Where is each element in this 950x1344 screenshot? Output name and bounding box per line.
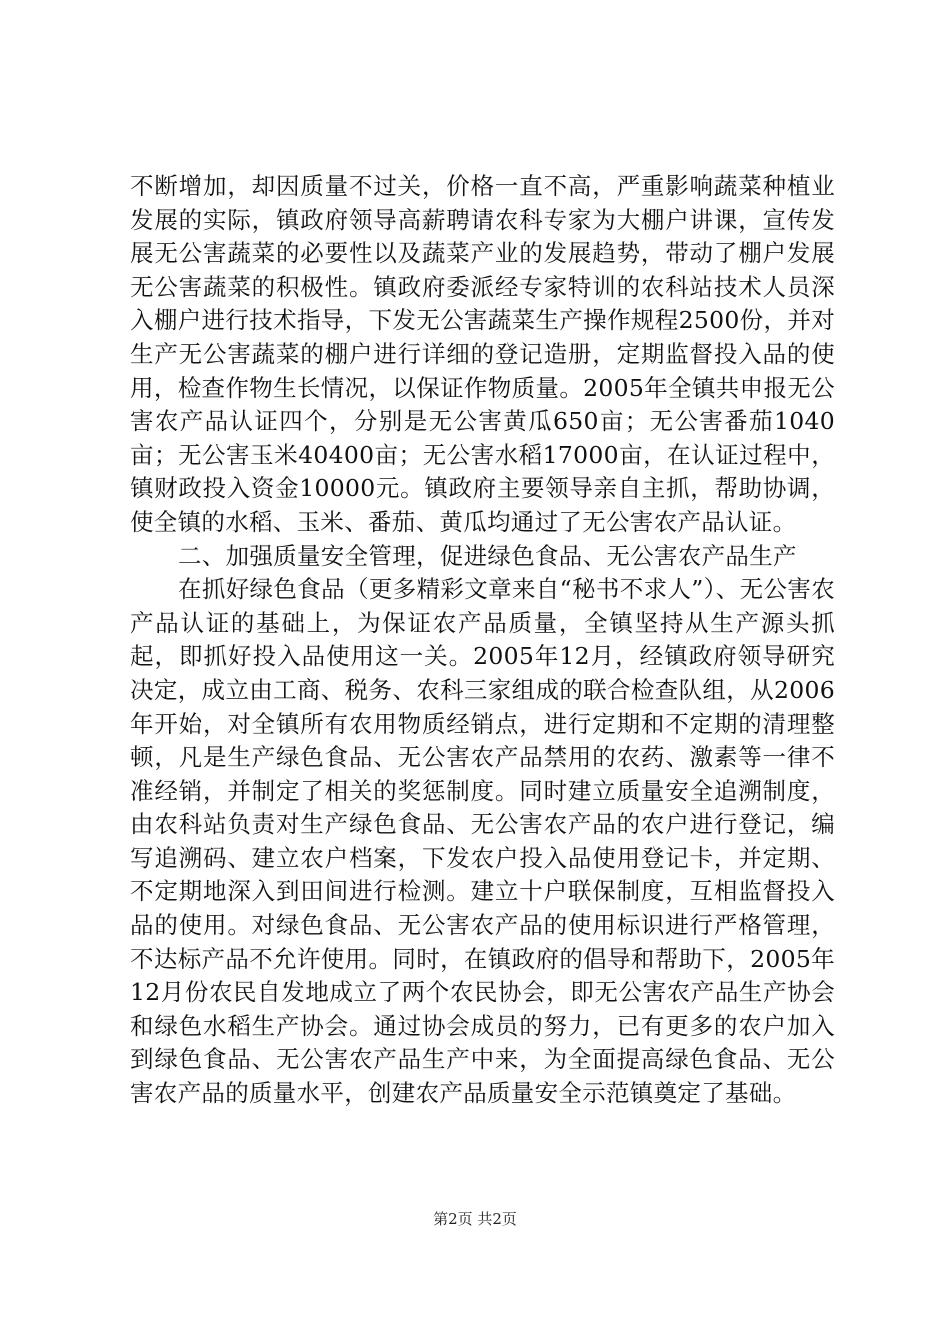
document-body <box>130 170 835 1111</box>
body-paragraph: 不断增加，却因质量不过关，价格一直不高，严重影响蔬菜种植业发展的实际，镇政府领导高薪聘请农科专家为大棚户讲课，宣传发展无公害蔬菜的必要性以及蔬菜产业的发展趋势，带动了棚户发展无公害蔬菜的积极性。镇政府委派经专家特训的农科站技术人员深入棚户进行技术指导，下发无公害蔬菜生产操作规程2500份，并对生产无公害蔬菜的棚户进行详细的登记造册，定期监督投入品的使用，检查作物生长情况，以保证作物质量。2005年全镇共申报无公害农产品认证四个，分别是无公害黄瓜650亩；无公害番茄1040亩；无公害玉米40400亩；无公害水稻17000亩，在认证过程中，镇财政投入资金10000元。镇政府主要领导亲自主抓，帮助协调，使全镇的水稻、玉米、番茄、黄瓜均通过了无公害农产品认证。 <box>130 172 835 536</box>
section-heading: 二、加强质量安全管理，促进绿色食品、无公害农产品生产 <box>178 541 797 570</box>
body-paragraph: 在抓好绿色食品（更多精彩文章来自“秘书不求人”）、无公害农产品认证的基础上，为保证农产品质量，全镇坚持从生产源头抓起，即抓好投入品使用这一关。2005年12月，经镇政府领导研究决定，成立由工商、税务、农科三家组成的联合检查队组，从2006年开始，对全镇所有农用物质经销点，进行定期和不定期的清理整顿，凡是生产绿色食品、无公害农产品禁用的农药、激素等一律不准经销，并制定了相关的奖惩制度。同时建立质量安全追溯制度，由农科站负责对生产绿色食品、无公害农产品的农户进行登记，编写追溯码、建立农户档案，下发农户投入品使用登记卡，并定期、不定期地深入到田间进行检测。建立十户联保制度，互相监督投入品的使用。对绿色食品、无公害农产品的使用标识进行严格管理，不达标产品不允许使用。同时，在镇政府的倡导和帮助下，2005年12月份农民自发地成立了两个农民协会，即无公害农产品生产协会和绿色水稻生产协会。通过协会成员的努力，已有更多的农户加入到绿色食品、无公害农产品生产中来，为全面提高绿色食品、无公害农产品的质量水平，创建农产品质量安全示范镇奠定了基础。 <box>130 575 835 1108</box>
page-number: 第2页 共2页 <box>433 1210 517 1228</box>
